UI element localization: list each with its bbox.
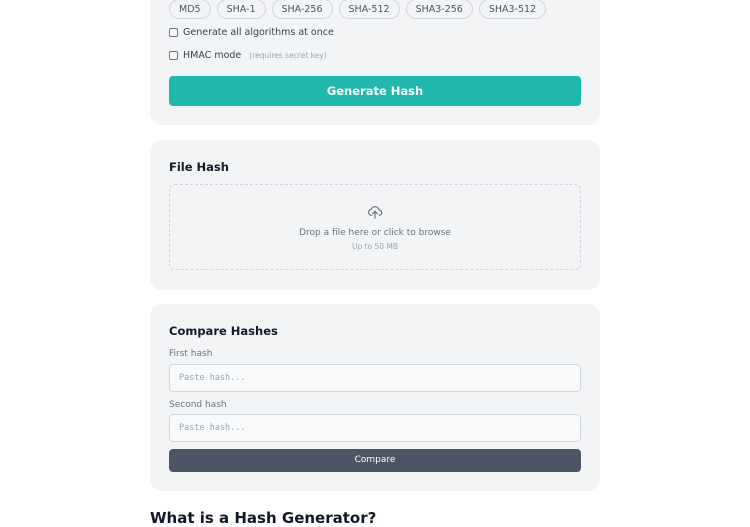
file-dropzone[interactable] — [169, 184, 581, 270]
algo-pill-sha512[interactable]: SHA-512 — [339, 0, 400, 19]
second-hash-label: Second hash — [169, 400, 227, 410]
first-hash-label: First hash — [169, 349, 213, 359]
hmac-option[interactable] — [169, 50, 327, 61]
hmac-hint: (requires secret key) — [249, 51, 327, 60]
text-hash-card — [150, 0, 600, 125]
generate-all-label: Generate all algorithms at once — [183, 27, 334, 38]
algo-pill-md5[interactable]: MD5 — [169, 0, 211, 19]
compare-button[interactable]: Compare — [169, 449, 581, 472]
file-hash-title: File Hash — [169, 160, 229, 174]
algo-pill-sha1[interactable]: SHA-1 — [217, 0, 266, 19]
hmac-label: HMAC mode — [183, 50, 242, 61]
algo-pill-sha256[interactable]: SHA-256 — [272, 0, 333, 19]
algo-pill-sha3-512[interactable]: SHA3-512 — [479, 0, 546, 19]
hmac-checkbox[interactable] — [169, 51, 178, 60]
first-hash-input[interactable] — [169, 364, 581, 392]
algo-pill-sha3-256[interactable]: SHA3-256 — [406, 0, 473, 19]
compare-hashes-card — [150, 304, 600, 491]
info-section-heading: What is a Hash Generator? — [150, 509, 377, 527]
generate-all-checkbox[interactable] — [169, 28, 178, 37]
generate-hash-button[interactable]: Generate Hash — [169, 76, 581, 106]
algorithm-selector — [169, 0, 546, 19]
dropzone-size-limit: Up to 50 MB — [351, 242, 399, 251]
generate-all-option[interactable] — [169, 27, 334, 38]
second-hash-input[interactable] — [169, 414, 581, 442]
file-hash-card — [150, 140, 600, 290]
upload-cloud-icon — [367, 204, 383, 220]
compare-title: Compare Hashes — [169, 324, 278, 338]
dropzone-text: Drop a file here or click to browse — [299, 228, 451, 238]
